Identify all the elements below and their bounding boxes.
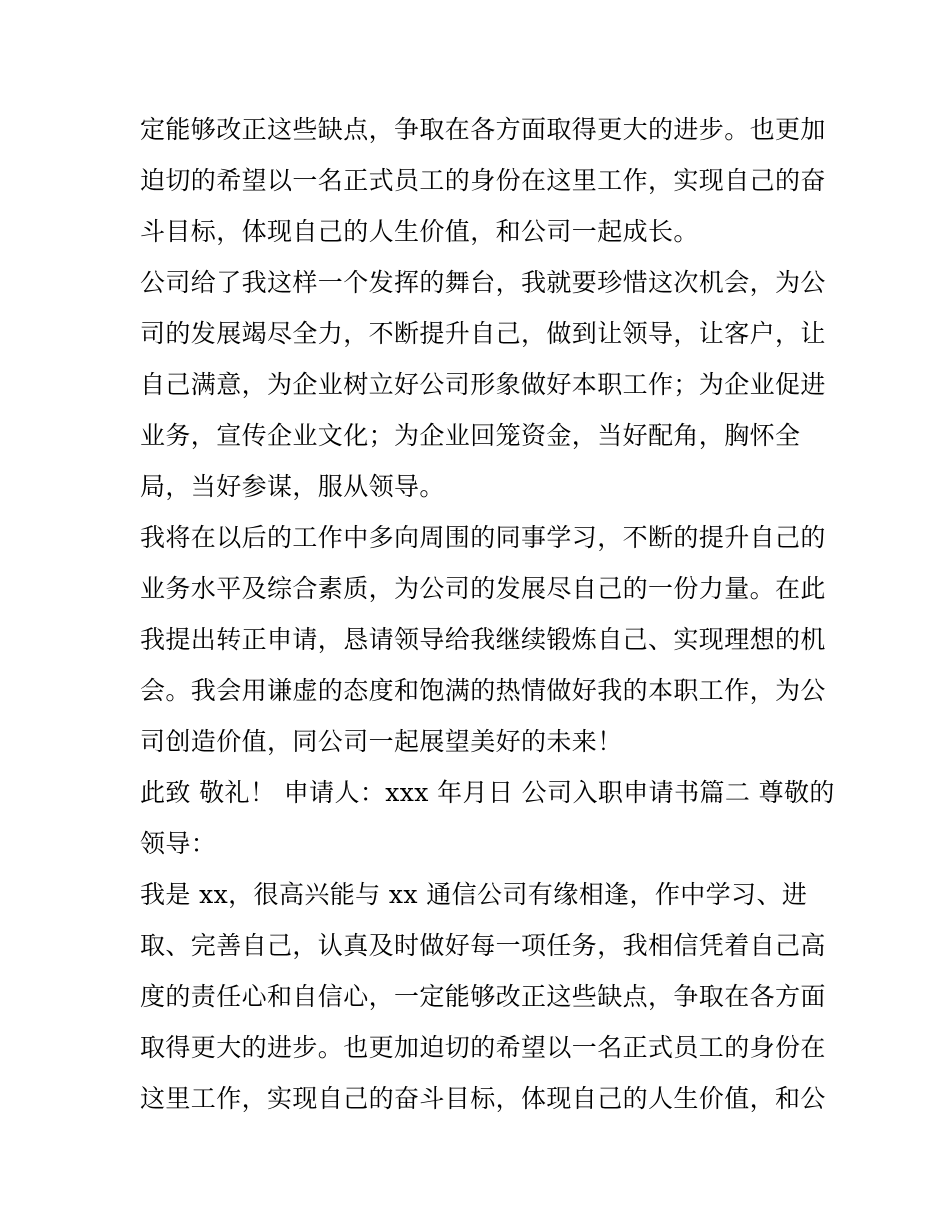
text-line: 自己满意，为企业树立好公司形象做好本职工作；为企业促进	[140, 370, 826, 399]
text-line: 取、完善自己，认真及时做好每一项任务，我相信凭着自己高	[140, 931, 826, 960]
text-line: 公司给了我这样一个发挥的舞台，我就要珍惜这次机会，为公	[140, 268, 826, 297]
text-line: 此致 敬礼！ 申请人：xxx 年月日 公司入职申请书篇二 尊敬的	[140, 778, 835, 807]
text-line: 领导：	[140, 829, 217, 858]
text-line: 司的发展竭尽全力，不断提升自己，做到让领导，让客户，让	[140, 319, 826, 348]
document-body	[140, 104, 835, 1124]
text-line: 这里工作，实现自己的奋斗目标，体现自己的人生价值，和公	[140, 1084, 826, 1113]
text-line: 取得更大的进步。也更加迫切的希望以一名正式员工的身份在	[140, 1033, 826, 1062]
text-line: 度的责任心和自信心，一定能够改正这些缺点，争取在各方面	[140, 982, 826, 1011]
text-line: 定能够改正这些缺点，争取在各方面取得更大的进步。也更加	[140, 115, 826, 144]
text-line: 会。我会用谦虚的态度和饱满的热情做好我的本职工作，为公	[140, 676, 826, 705]
text-line: 局，当好参谋，服从领导。	[140, 472, 445, 501]
text-line: 我将在以后的工作中多向周围的同事学习，不断的提升自己的	[140, 523, 826, 552]
text-line: 我提出转正申请，恳请领导给我继续锻炼自己、实现理想的机	[140, 625, 826, 654]
text-line: 迫切的希望以一名正式员工的身份在这里工作，实现自己的奋	[140, 166, 826, 195]
text-line: 业务水平及综合素质，为公司的发展尽自己的一份力量。在此	[140, 574, 826, 603]
text-line: 司创造价值，同公司一起展望美好的未来！	[140, 727, 623, 756]
text-line: 业务，宣传企业文化；为企业回笼资金，当好配角，胸怀全	[140, 421, 801, 450]
text-line: 我是 xx，很高兴能与 xx 通信公司有缘相逢，作中学习、进	[140, 880, 808, 909]
text-line: 斗目标，体现自己的人生价值，和公司一起成长。	[140, 217, 699, 246]
